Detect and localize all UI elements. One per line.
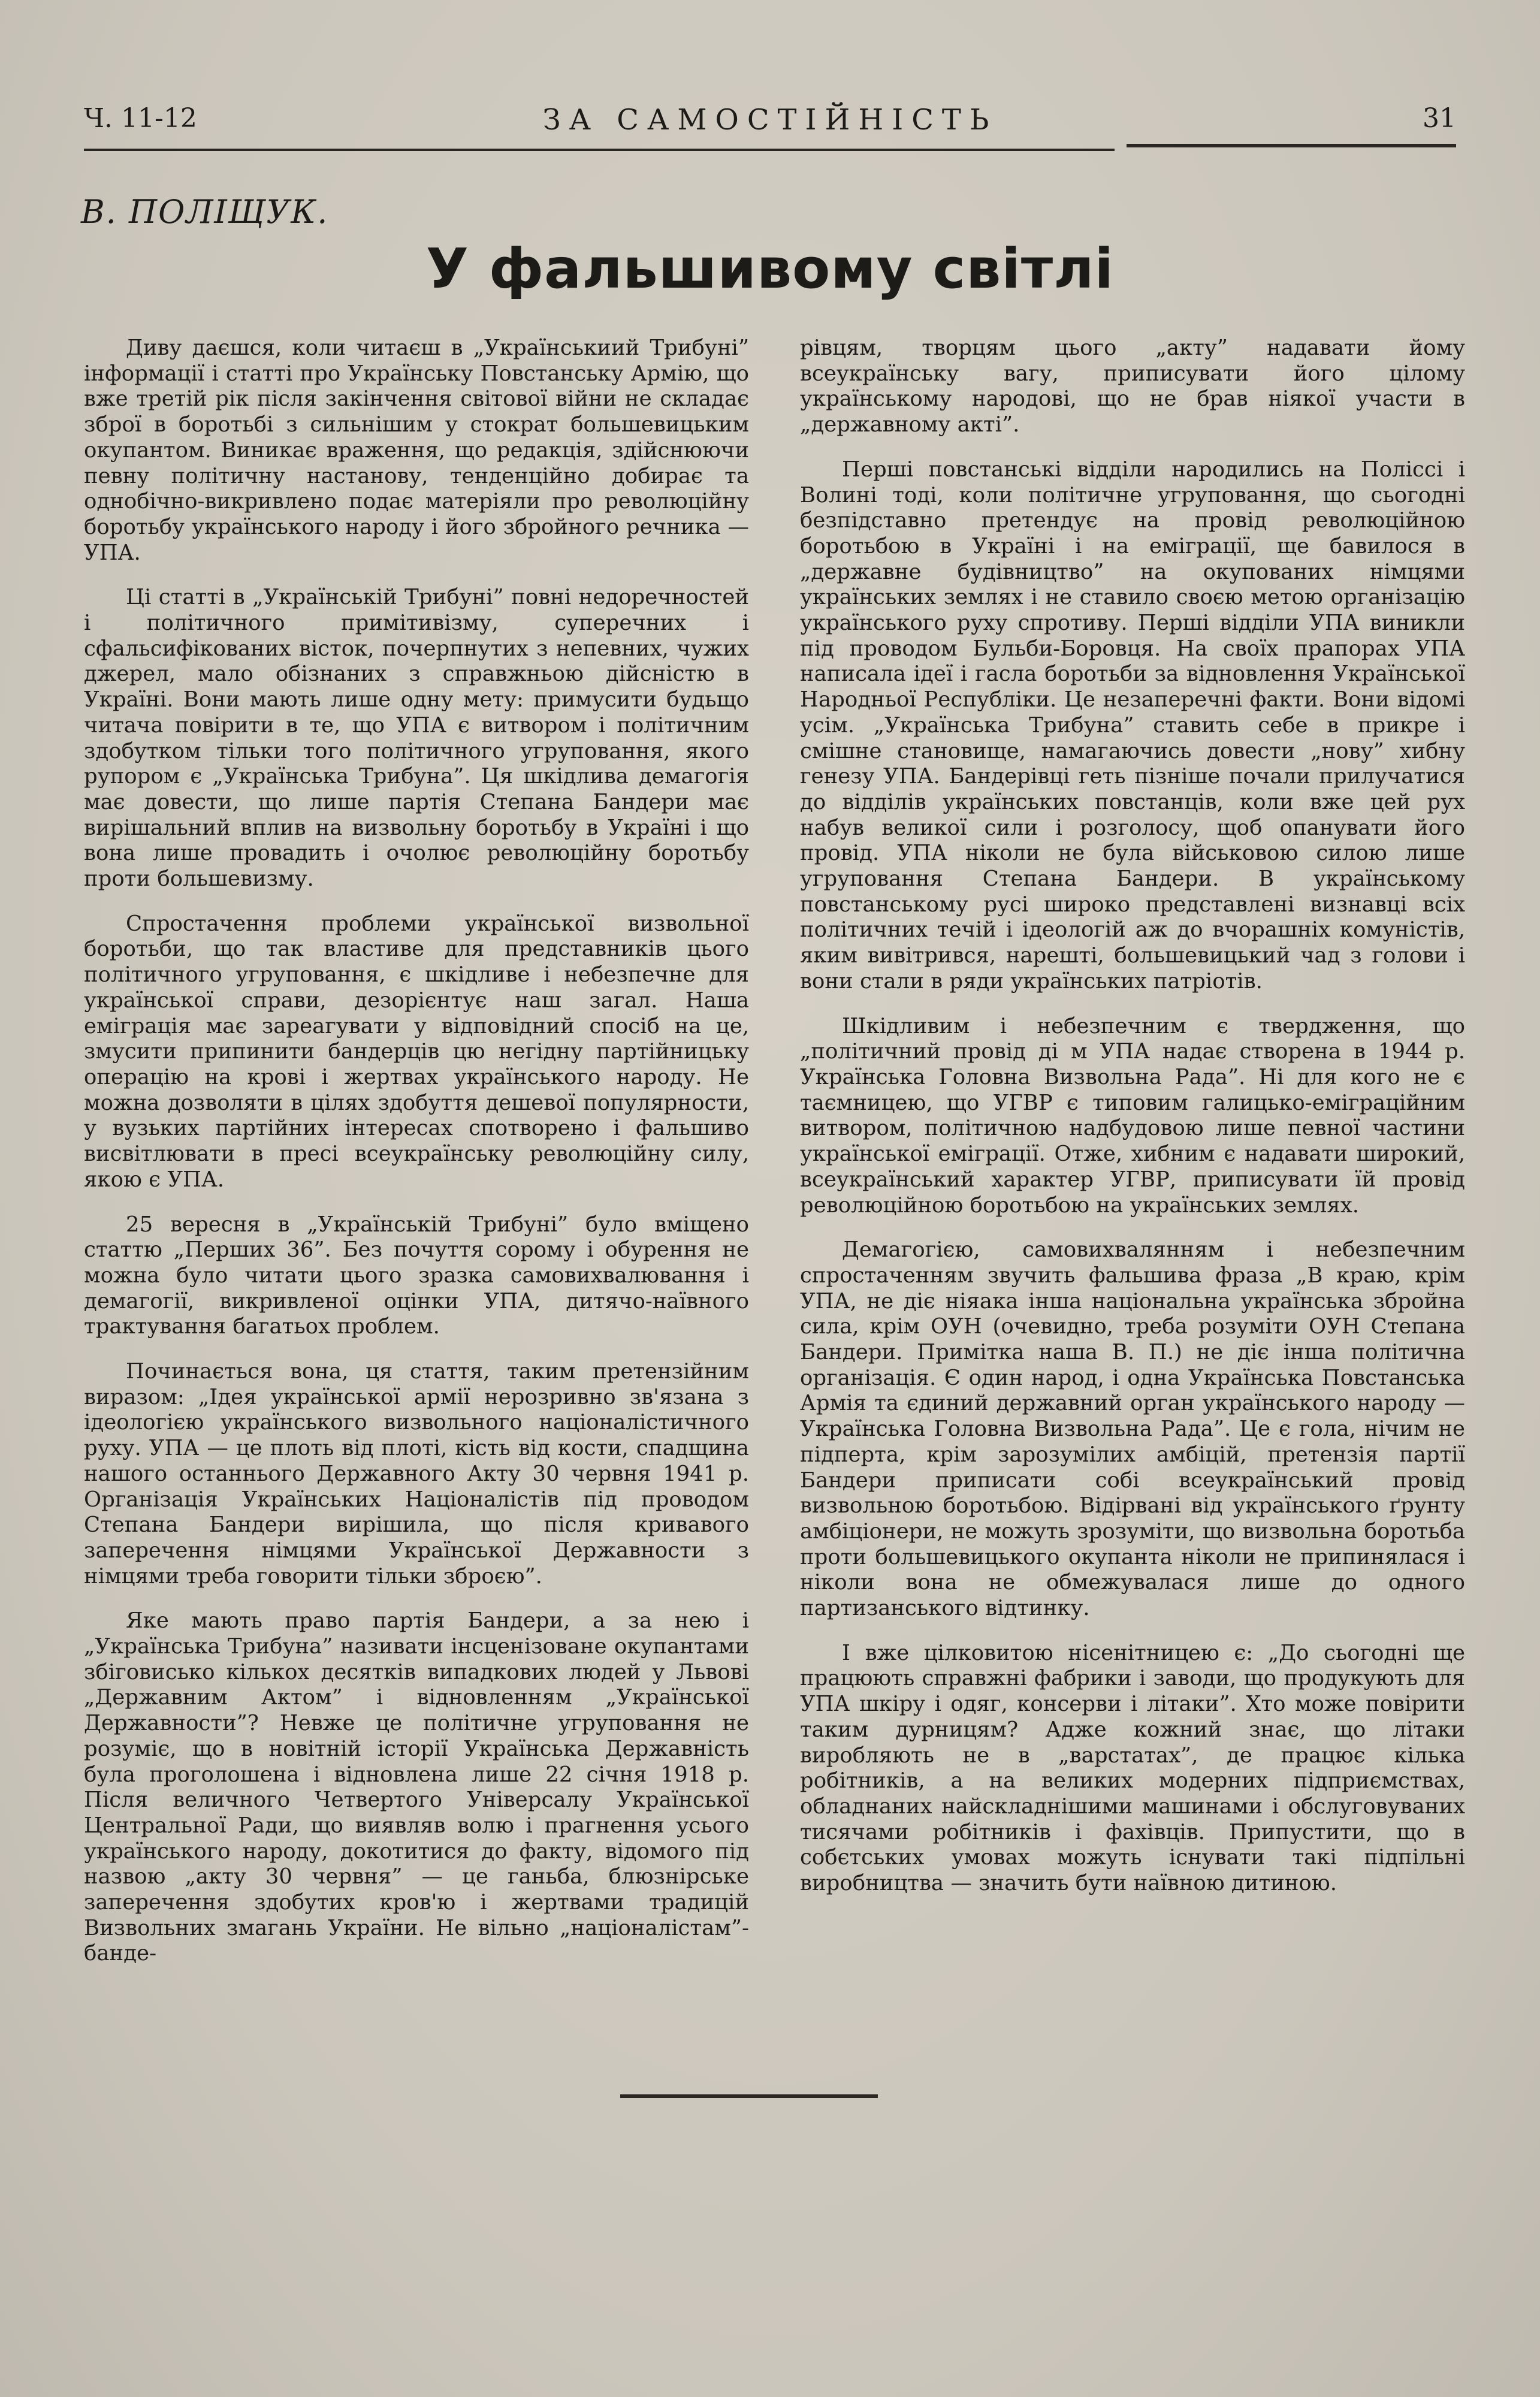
journal-title: ЗА САМОСТІЙНІСТЬ	[542, 103, 998, 137]
header-rule-right	[1127, 144, 1456, 147]
running-head	[84, 103, 1456, 151]
paragraph: 25 вересня в „Українській Трибуні” було вміщено статтю „Перших 36”. Без почуття сорому і обурення не можна було читати цього зразка самовихвалювання і демагогії, викривленої оцінки УПА, дитячо-наївного трактування багатьох проблем.	[84, 1212, 749, 1339]
article-title: У фальшивому світлі	[425, 237, 1115, 301]
paragraph: Ці статті в „Українській Трибуні” повні недоречностей і політичного примітивізму, суперечних і сфальсифікованих вісток, почерпнутих з непевних, чужих джерел, мало обізнаних з справжньою дійсністю в Україні. Вони мають лише одну мету: примусити будьщо читача повірити в те, що УПА є витвором і політичним здобутком тільки того політичного угруповання, якого рупором є „Українська Трибуна”. Ця шкідлива демагогія має довести, що лише партія Степана Бандери має вирішальний вплив на визвольну боротьбу в Україні і що вона лише провадить і очолює революційну боротьбу проти большевизму.	[84, 585, 749, 892]
paragraph: Перші повстанські відділи народились на Поліссі і Волині тоді, коли політичне угруповання, що сьогодні безпідставно претендує на провід революційною боротьбою в Україні і на еміграції, ще бавилося в „державне будівництво” на окупованих німцями українських землях і не ставило своєю метою організацію українського руху спротиву. Перші відділи УПА виникли під проводом Бульби-Боровця. На своїх прапорах УПА написала ідеї і гасла боротьби за відновлення Української Народньої Республіки. Це незаперечні факти. Вони відомі усім. „Українська Трибуна” ставить себе в прикре і смішне становище, намагаючись довести „нову” хибну генезу УПА. Бандерівці геть пізніше почали прилучатися до відділів українських повстанців, коли вже цей рух набув великої сили і розголосу, щоб опанувати його провід. УПА ніколи не була військовою силою лише угруповання Степана Бандери. В українському повстанському русі широко представлені визнавці всіх політичних течій і ідеологій аж до вчорашніх комуністів, яким вивітрився, нарешті, большевицький чад з голови і вони стали в ряди українських патріотів.	[800, 457, 1465, 994]
paragraph: Диву даєшся, коли читаєш в „Українськиий Трибуні” інформації і статті про Українську Повстанську Армію, що вже третій рік після закінчення світової війни не складає зброї в боротьбі з сильнішим у стократ большевицьким окупантом. Виникає враження, що редакція, здійснюючи певну політичну настанову, тенденційно добирає та однобічно-викривлено подає матеріяли про революційну боротьбу українського народу і його збройного речника — УПА.	[84, 336, 749, 565]
article-author: В. ПОЛІЩУК.	[81, 193, 329, 231]
paragraph: Починається вона, ця стаття, таким претензійним виразом: „Ідея української армії нерозривно зв'язана з ідеологією українського визвольного націоналістичного руху. УПА — це плоть від плоті, кість від кости, спадщина нашого останнього Державного Акту 30 червня 1941 р. Організація Українських Націоналістів під проводом Степана Бандери вирішила, що після кривавого заперечення німцями Української Державности з німцями треба говорити тільки зброєю”.	[84, 1359, 749, 1589]
paragraph: Демагогією, самовихвалянням і небезпечним спростаченням звучить фальшива фраза „В краю, крім УПА, не діє ніяака інша національна українська збройна сила, крім ОУН (очевидно, треба розуміти ОУН Степана Бандери. Примітка наша В. П.) не діє інша політична організація. Є один народ, і одна Українська Повстанська Армія та єдиний державний орган українського народу — Українська Головна Визвольна Рада”. Це є гола, нічим не підперта, крім зарозумілих амбіцій, претензія партії Бандери приписати собі всеукраїнський провід визвольною боротьбою. Відірвані від українського ґрунту амбіціонери, не можуть зрозуміти, що визвольна боротьба проти большевицького окупанта ніколи не припинялася і ніколи вона не обмежувалася лише до одного партизанського відтинку.	[800, 1237, 1465, 1621]
paragraph: рівцям, творцям цього „акту” надавати йому всеукраїнську вагу, приписувати його цілому українському народові, що не брав ніякої участи в „державному акті”.	[800, 336, 1465, 437]
issue-number: Ч. 11-12	[84, 103, 197, 134]
page-number: 31	[1423, 103, 1456, 134]
header-rule-left	[84, 149, 1115, 151]
right-column	[800, 336, 1465, 1916]
paragraph: Шкідливим і небезпечним є твердження, що „політичний провід ді м УПА надає створена в 1944 р. Українська Головна Визвольна Рада”. Ні для кого не є таємницею, що УГВР є типовим галицько-еміграційним витвором, політичною надбудовою лише певної частини української еміграції. Отже, хибним є надавати широкий, всеукраїнський характер УГВР, приписувати їй провід революційною боротьбою на українських землях.	[800, 1013, 1465, 1218]
left-column	[84, 336, 749, 1986]
paragraph: Яке мають право партія Бандери, а за нею і „Українська Трибуна” називати інсценізоване окупантами збіговисько кількох десятків випадкових людей у Львові „Державним Актом” і відновленням „Української Державности”? Невже це політичне угруповання не розуміє, що в новітній історії Українська Державність була проголошена і відновлена лише 22 січня 1918 р. Після величного Четвертого Універсалу Української Центральної Ради, що виявляв волю і прагнення усього українського народу, докотитися до факту, відомого під назвою „акту 30 червня” — це ганьба, блюзнірське заперечення здобутих кров'ю і жертвами традицій Визвольних змагань України. Не вільно „націоналістам”-банде-	[84, 1608, 749, 1966]
paragraph: Спростачення проблеми української визвольної боротьби, що так властиве для представників цього політичного угруповання, є шкідливе і небезпечне для української справи, дезорієнтує наш загал. Наша еміграція має зареагувати у відповідний спосіб на це, змусити припинити бандерців цю негідну партійницьку операцію на крові і жертвах українського народу. Не можна дозволяти в цілях здобуття дешевої популярности, у вузьких партійних інтересах спотворено і фальшиво висвітлювати в пресі всеукраїнську революційну силу, якою є УПА.	[84, 911, 749, 1192]
end-of-article-rule	[620, 2094, 878, 2098]
paragraph: І вже цілковитою нісенітницею є: „До сьогодні ще працюють справжні фабрики і заводи, що продукують для УПА шкіру і одяг, консерви і літаки”. Хто може повірити таким дурницям? Адже кожний знає, що літаки виробляють не в „варстатах”, де працює кілька робітників, а на великих модерних підприємствах, обладнаних найскладнішими машинами і обслуговуваних тисячами робітників і фахівців. Припустити, що в собєтських умовах можуть існувати такі підпільні виробництва — значить бути наївною дитиною.	[800, 1640, 1465, 1896]
